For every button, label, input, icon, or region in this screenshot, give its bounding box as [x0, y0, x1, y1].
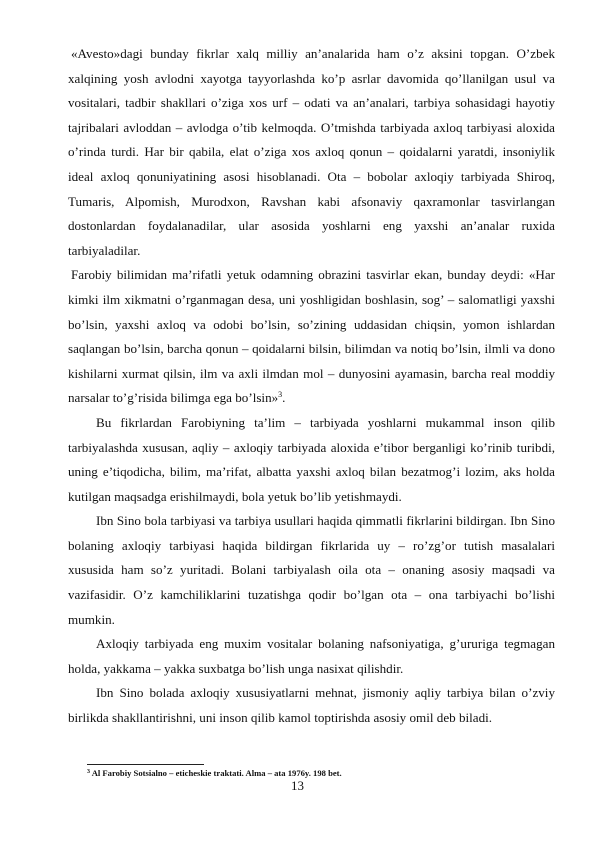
page-number: 13 — [291, 778, 304, 793]
paragraph-ibn-sino-upbringing: Ibn Sino bola tarbiyasi va tarbiya usullari haqida qimmatli fikrlarini bildirgan. Ibn Sino bolaning axloqiy tarbiyasi haqida bildirgan fikrlarida uy – ro’zg’or tutish masalalari xususida ham so’z yuritadi. Bolani tarbiyalash oila ota – onaning asosiy maqsadi va vazifasidir. O’z kamchiliklarini tuzatishga qodir bo’lgan ota – ona tarbiyachi bo’lishi mumkin. — [68, 513, 555, 627]
paragraph-farobiy-commentary: Bu fikrlardan Farobiyning ta’lim – tarbiyada yoshlarni mukammal inson qilib tarbiyalashda xususan, aqliy – axloqiy tarbiyada aloxida e’tibor berganligi ko’rinib turibdi, uning e’tiqodicha, bilim, ma’rifat, albatta yaxshi axloq bilan bezatmog’i lozim, aks holda kutilgan maqsadga erishilmaydi, bola yetuk bo’lib yetishmaydi. — [68, 414, 555, 504]
paragraph-moral-means: Axloqiy tarbiyada eng muxim vositalar bolaning nafsoniyatiga, g’ururiga tegmagan holda, yakkama – yakka suxbatga bo’lish unga nasixat qilishdir. — [68, 636, 555, 676]
paragraph-farobiy-text: Farobiy bilimidan ma’rifatli yetuk odamning obrazini tasvirlar ekan, bunday deydi: «Har kimki ilm xikmatni o’rganmagan desa, uni yoshligidan boshlasin, sog’ – salomatligi yaxshi bo’lsin, yaxshi axloq va odobi bo’lsin, so’zining uddasidan chiqsin, yomon ishlardan saqlangan bo’lsin, barcha qonun – qoidalarni bilsin, bilimdan va notiq bo’lsin, ilmli va dono kishilarni xurmat qilsin, ilm va axli ilmdan mol – dunyosini ayamasin, barcha real moddiy narsalar to’g’risida bilimga ega bo’lsin» — [68, 267, 555, 406]
paragraph-avesto: «Avesto»dagi bunday fikrlar xalq milliy an’analarida ham o’z aksini topgan. O’zbek xalqining yosh avlodni xayotga tayyorlashda ko’p asrlar davomida qo’llanilgan usul va vositalari, tadbir shakllari o’ziga xos urf – odati va an’analari, tarbiya sohasidagi hayotiy tajribalari avloddan – avlodga o’tib kelmoqda. O’tmishda tarbiyada axloq tarbiyasi aloxida o’rinda turdi. Har bir qabila, elat o’ziga xos axloq qonun – qoidalarni yaratdi, insoniylik ideal axloq qonuniyatining asosi hisoblanadi. Ota – bobolar axloqiy tarbiyada Shiroq, Tumaris, Alpomish, Murodxon, Ravshan kabi afsonaviy qaxramonlar tasvirlangan dostonlardan foydalanadilar, ular asosida yoshlarni eng yaxshi an’analar ruxida tarbiyaladilar. — [68, 46, 555, 258]
paragraph-farobiy-end: . — [282, 390, 286, 406]
footnote-divider — [87, 764, 204, 765]
document-body — [68, 42, 555, 731]
footnote-text: Al Farobiy Sotsialno – eticheskie traktati. Alma – ata 1976y. 198 bet. — [91, 768, 342, 778]
paragraph-ibn-sino-labor: Ibn Sino bolada axloqiy xususiyatlarni mehnat, jismoniy aqliy tarbiya bilan o’zviy birlikda shakllantirishni, uni inson qilib kamol toptirishda asosiy omil deb biladi. — [68, 685, 555, 726]
footnote-reference: 3 — [278, 390, 283, 400]
paragraph-farobiy — [68, 263, 555, 411]
footnote-marker: 3 — [87, 769, 90, 775]
